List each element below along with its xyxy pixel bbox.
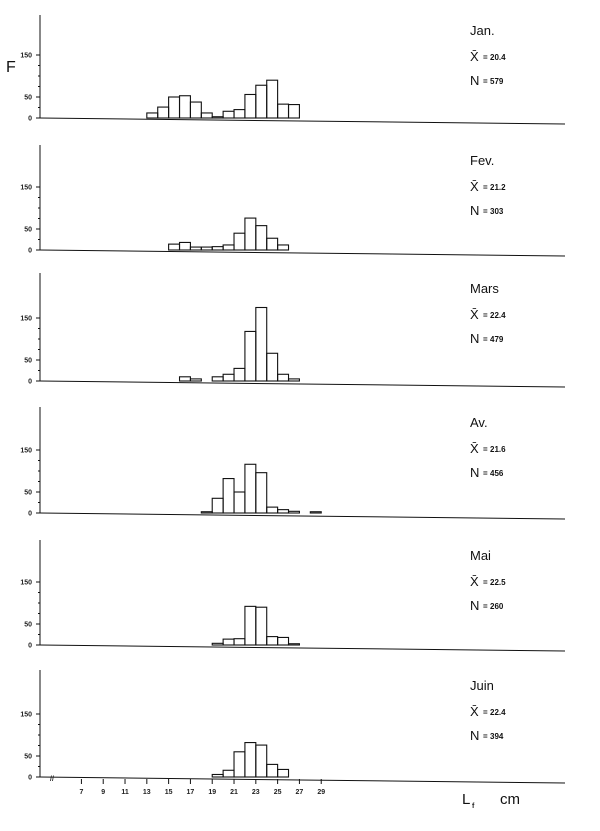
y-tick-label: 150 [20, 447, 32, 455]
mean-symbol: X̄ [470, 574, 479, 589]
y-tick-label: 50 [24, 226, 32, 234]
histogram-bar [245, 464, 256, 513]
n-equals: = [483, 77, 488, 86]
histogram-bar [212, 774, 223, 777]
histogram-bar [256, 226, 267, 250]
month-label: Jan. [470, 23, 495, 38]
y-tick-label: 50 [24, 357, 32, 365]
histogram-bar [278, 510, 289, 513]
histogram-bar [289, 105, 300, 118]
x-axis-title-main: L [462, 791, 471, 808]
histogram-bar [147, 113, 158, 118]
histogram-bar [245, 94, 256, 118]
x-tick-label: 7 [79, 789, 84, 796]
x-tick-label: 9 [101, 789, 106, 796]
n-equals: = [483, 732, 488, 741]
n-symbol: N [470, 598, 480, 613]
mean-equals: = [483, 578, 488, 587]
histogram-bar [245, 331, 256, 381]
panel-1 [20, 15, 565, 124]
x-axis-title-subscript: f [472, 803, 475, 810]
n-equals: = [483, 469, 488, 478]
mean-equals: = [483, 708, 488, 717]
mean-symbol: X̄ [470, 704, 479, 719]
histogram-bar [267, 764, 278, 777]
histogram-bar [310, 512, 321, 513]
histogram-bar [234, 752, 245, 777]
x-tick-label: 19 [208, 789, 217, 796]
histogram-bar [212, 247, 223, 250]
histogram-bar [201, 247, 212, 250]
x-tick-label: 15 [164, 789, 173, 796]
y-tick-label: 50 [24, 753, 32, 761]
histogram-bar [234, 368, 245, 381]
x-tick-label: 25 [273, 789, 282, 796]
baseline [40, 118, 565, 124]
x-tick-label: 29 [317, 789, 326, 796]
n-symbol: N [470, 331, 480, 346]
histogram-bar [234, 639, 245, 645]
histogram-bar [223, 374, 234, 381]
mean-symbol: X̄ [470, 441, 479, 456]
y-tick-label: 150 [20, 315, 32, 323]
histogram-bar [223, 245, 234, 250]
histogram-bar [278, 637, 289, 645]
n-symbol: N [470, 73, 480, 88]
histogram-bar [158, 107, 169, 118]
x-tick-label: 21 [230, 789, 238, 796]
month-label: Mai [470, 548, 491, 563]
histogram-bar [245, 743, 256, 777]
histogram-bar [289, 379, 300, 381]
mean-value: 20.4 [490, 53, 506, 62]
histogram-bar [190, 379, 201, 381]
mean-value: 22.5 [490, 578, 506, 587]
n-symbol: N [470, 728, 480, 743]
mean-symbol: X̄ [470, 49, 479, 64]
histogram-bar [169, 97, 180, 118]
histogram-bar [223, 639, 234, 645]
n-value: 260 [490, 602, 504, 611]
histogram-bar [267, 353, 278, 381]
histogram-bar [180, 96, 191, 118]
histogram-bar [256, 473, 267, 513]
mean-value: 22.4 [490, 311, 506, 320]
n-equals: = [483, 602, 488, 611]
n-symbol: N [470, 203, 480, 218]
histogram-bar [190, 247, 201, 250]
panel-4 [20, 407, 565, 519]
histogram-bar [223, 479, 234, 513]
mean-symbol: X̄ [470, 307, 479, 322]
histogram-bar [223, 111, 234, 118]
month-label: Av. [470, 415, 488, 430]
histogram-bar [256, 308, 267, 382]
n-equals: = [483, 207, 488, 216]
histogram-bar [278, 245, 289, 250]
y-tick-label: 50 [24, 621, 32, 629]
histogram-bar [212, 377, 223, 381]
baseline [40, 381, 565, 387]
n-value: 579 [490, 77, 504, 86]
panel-6 [20, 670, 565, 783]
histogram-panels [20, 15, 565, 783]
x-tick-label: 11 [121, 789, 129, 796]
histogram-bar [201, 113, 212, 118]
panel-2 [20, 145, 565, 256]
y-tick-label: 0 [28, 774, 32, 782]
histogram-bar [267, 238, 278, 250]
histogram-bar [245, 606, 256, 645]
panel-3 [20, 273, 565, 387]
panel-5 [20, 540, 565, 651]
histogram-bar [267, 80, 278, 118]
histogram-bar [278, 374, 289, 381]
mean-equals: = [483, 311, 488, 320]
histogram-bar [190, 102, 201, 118]
histogram-bar [212, 117, 223, 118]
x-tick-label: 13 [142, 789, 151, 796]
month-label: Mars [470, 281, 499, 296]
y-tick-label: 0 [28, 115, 32, 123]
histogram-bar [256, 745, 267, 777]
histogram-bar [234, 110, 245, 118]
histogram-bar [256, 607, 267, 645]
histogram-bar [180, 242, 191, 250]
mean-equals: = [483, 183, 488, 192]
histogram-bar [289, 644, 300, 645]
month-label: Fev. [470, 153, 495, 168]
n-value: 394 [490, 732, 504, 741]
baseline [40, 513, 565, 519]
x-tick-label: 17 [186, 789, 195, 796]
histogram-bar [234, 233, 245, 250]
histogram-bar [256, 85, 267, 118]
histogram-bar [180, 377, 191, 381]
y-tick-label: 150 [20, 711, 32, 719]
mean-equals: = [483, 445, 488, 454]
n-value: 303 [490, 207, 504, 216]
mean-equals: = [483, 53, 488, 62]
y-tick-label: 50 [24, 489, 32, 497]
y-tick-label: 50 [24, 94, 32, 102]
mean-value: 22.4 [490, 708, 506, 717]
x-axis-title [462, 791, 520, 810]
x-tick-label: 27 [295, 789, 304, 796]
y-tick-label: 150 [20, 52, 32, 60]
baseline [40, 250, 565, 256]
x-axis-title-unit: cm [500, 791, 520, 808]
y-tick-label: 150 [20, 184, 32, 192]
month-label: Juin [470, 678, 494, 693]
histogram-bar [212, 498, 223, 513]
histogram-bar [278, 104, 289, 118]
axis-break-symbol: // [50, 776, 54, 783]
histogram-bar [212, 643, 223, 645]
histogram-bar [234, 492, 245, 513]
n-value: 456 [490, 469, 504, 478]
histogram-bar [169, 244, 180, 250]
baseline [40, 645, 565, 651]
mean-value: 21.2 [490, 183, 506, 192]
y-tick-label: 0 [28, 247, 32, 255]
n-value: 479 [490, 335, 504, 344]
y-tick-label: 150 [20, 579, 32, 587]
histogram-bar [267, 637, 278, 645]
y-tick-label: 0 [28, 378, 32, 386]
histogram-bar [245, 218, 256, 250]
n-symbol: N [470, 465, 480, 480]
y-tick-label: 0 [28, 510, 32, 518]
mean-symbol: X̄ [470, 179, 479, 194]
histogram-bar [289, 511, 300, 513]
baseline [40, 777, 565, 783]
n-equals: = [483, 335, 488, 344]
y-tick-label: 0 [28, 642, 32, 650]
histogram-bar [223, 770, 234, 777]
histogram-bar [201, 512, 212, 513]
y-axis-title: F [6, 59, 16, 76]
mean-value: 21.6 [490, 445, 506, 454]
histogram-bar [278, 769, 289, 777]
x-tick-label: 23 [251, 789, 260, 796]
histogram-bar [267, 507, 278, 513]
